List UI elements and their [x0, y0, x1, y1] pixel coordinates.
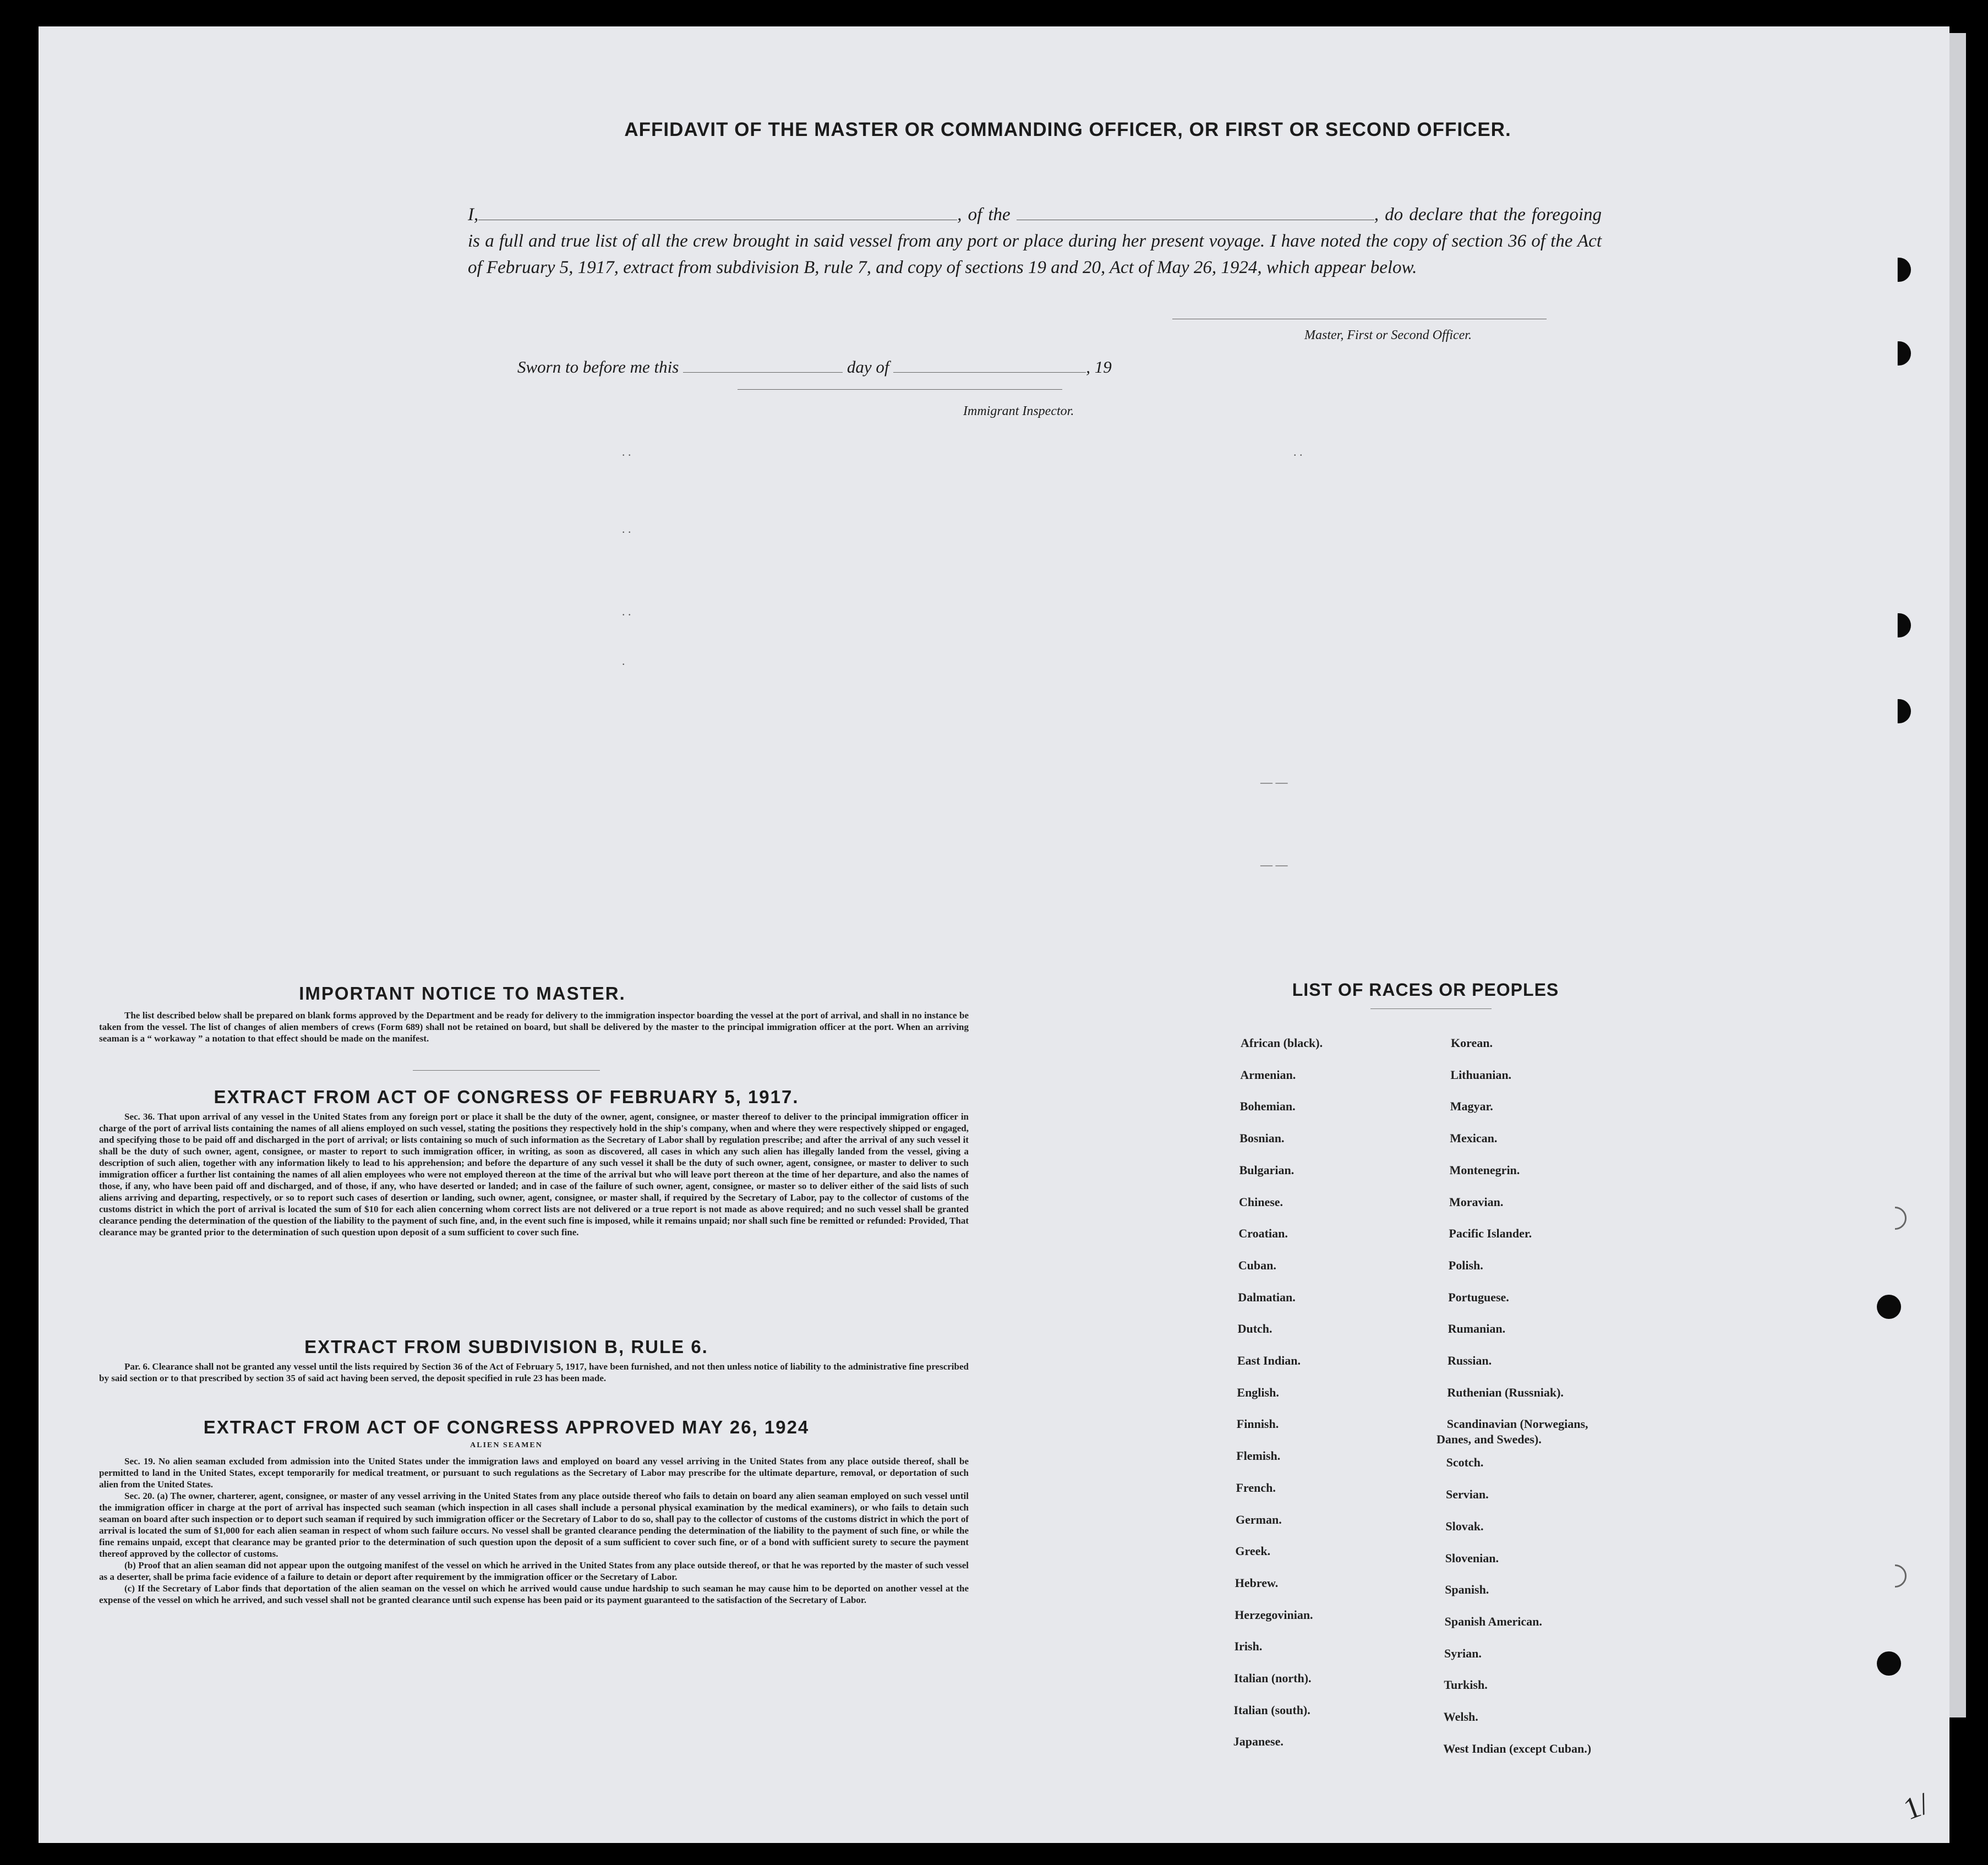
binder-hole — [1877, 1295, 1901, 1319]
faint-mark: — — — [1260, 775, 1288, 789]
sworn-line — [517, 357, 1233, 377]
race-item: Servian. — [1446, 1487, 1489, 1502]
affidavit-title: AFFIDAVIT OF THE MASTER OR COMMANDING OFFICER, OR FIRST OR SECOND OFFICER. — [624, 119, 1511, 140]
race-item: Lithuanian. — [1450, 1067, 1512, 1082]
race-item: Bohemian. — [1239, 1099, 1296, 1114]
affidavit-text — [468, 201, 1602, 281]
race-item: Chinese. — [1239, 1195, 1284, 1209]
race-item: Turkish. — [1444, 1678, 1488, 1692]
day-blank[interactable] — [683, 357, 843, 373]
sec-20b-paragraph: (b) Proof that an alien seaman did not appear upon the outgoing manifest of the vessel on which he arrived in the United States from any place outside thereof, or that he was reported by the master of such vessel as a deserter, shall be prima facie evidence of a failure to detain or deport after requirement by the immigration officer or the Secretary of Labor. — [99, 1560, 969, 1582]
race-item: Rumanian. — [1448, 1322, 1506, 1336]
sec-20a-paragraph: Sec. 20. (a) The owner, charterer, agent, consignee, or master of any vessel arriving in the United States from any place outside thereof who fails to detain on board any alien seaman employed on such vessel until the immigration officer in charge at the port of arrival has inspected such seaman (which inspection in all cases shall include a personal physical examination by the medical examiners), or who fails to detain such seaman on board after such inspection or to deport such seaman if required by such immigration officer or the Secretary of Labor to do so, shall pay to the collector of customs of the customs district in which the port of arrival is located the sum of $1,000 for each alien seaman in respect of whom such failure occurs. No vessel shall be granted clearance pending the determination of the liability to the payment of such fine, or while the fine remains unpaid, except that clearance may be granted prior to the determination of such question upon the deposit of a sum sufficient to cover such fine, or of a bond with sufficient surety to secure the payment thereof approved by the collector of customs. — [99, 1491, 969, 1559]
race-item: Slovak. — [1445, 1519, 1484, 1533]
signature-line[interactable] — [1172, 318, 1547, 319]
rule-6-paragraph: Par. 6. Clearance shall not be granted any vessel until the lists required by Section 36 of the Act of February 5, 1917, have been furnished, and not then unless notice of liability to the administrative fine prescribed by said section or to that prescribed by section 35 of said act having been served, the deposit specified in rule 23 has been made. — [99, 1361, 969, 1383]
sec-19-paragraph: Sec. 19. No alien seaman excluded from admission into the United States under the immigration laws and employed on board any vessel arriving in the United States from any place outside thereof, shall be permitted to land in the United States, except temporarily for medical treatment, or pursuant to such regulations as the Secretary of Labor may prescribe for the ultimate departure, removal, or deportation of such alien from the United States. — [99, 1456, 969, 1490]
race-item: Greek. — [1235, 1544, 1271, 1558]
do-declare-label: , do declare — [1374, 205, 1463, 225]
inspector-label: Immigrant Inspector. — [963, 404, 1074, 418]
race-item: Polish. — [1448, 1258, 1483, 1272]
race-item: Finnish. — [1236, 1417, 1279, 1431]
act-1924-subtitle: ALIEN SEAMEN — [470, 1441, 543, 1449]
race-item: Slovenian. — [1445, 1551, 1499, 1565]
sec-20c-paragraph: (c) If the Secretary of Labor finds that deportation of the alien seaman on the vessel on which he arrived would cause undue hardship to such seaman he may cause him to be deported on another vessel at the expense of the vessel on which he arrived, and such vessel shall not be granted clearance until such expense has been paid or its payment guaranteed to the satisfaction of the Secretary of Labor. — [99, 1583, 969, 1605]
act-1917-title: EXTRACT FROM ACT OF CONGRESS OF FEBRUARY 5, 1917. — [214, 1087, 799, 1107]
race-item: Russian. — [1448, 1354, 1492, 1367]
race-item: Cuban. — [1238, 1258, 1276, 1272]
month-blank[interactable] — [893, 357, 1086, 373]
right-edge-strip — [1949, 33, 1966, 1717]
sworn-prefix: Sworn to before me this — [517, 357, 679, 377]
faint-mark: . — [622, 654, 625, 668]
race-item: Spanish. — [1445, 1583, 1489, 1597]
faint-mark: . . — [1293, 445, 1303, 459]
race-item: Dalmatian. — [1238, 1290, 1296, 1304]
race-item: Pacific Islander. — [1449, 1226, 1532, 1241]
act-1917-text — [99, 1111, 969, 1238]
notice-paragraph: The list described below shall be prepared on blank forms approved by the Department and be ready for delivery to the immigration inspector boarding the vessel at the port of arrival, and shall in no instance be taken from the vessel. The list of changes of alien members of crews (Form 689) shall not be retained on board, but shall be delivered by the master to the principal immigration officer at the port. When an arriving seaman is a “ workaway ” a notation to that effect should be made on the manifest. — [99, 1010, 969, 1044]
act-1924-title: EXTRACT FROM ACT OF CONGRESS APPROVED MAY 26, 1924 — [203, 1417, 810, 1437]
year-prefix: , 19 — [1086, 357, 1112, 377]
race-item: Danes, and Swedes). — [1437, 1432, 1542, 1447]
race-item: Moravian. — [1449, 1195, 1504, 1209]
of-the-label: , of the — [957, 205, 1011, 225]
races-divider — [1370, 1008, 1492, 1009]
race-item: Irish. — [1234, 1639, 1263, 1654]
race-item: Italian (south). — [1233, 1703, 1310, 1717]
race-item: East Indian. — [1237, 1354, 1301, 1367]
race-item: Scotch. — [1446, 1455, 1484, 1470]
race-item: African (black). — [1241, 1036, 1323, 1050]
race-item: West Indian (except Cuban.) — [1443, 1741, 1592, 1755]
race-item: Welsh. — [1443, 1710, 1478, 1724]
race-item: Ruthenian (Russniak). — [1447, 1385, 1564, 1399]
faint-mark: . . — [622, 522, 631, 536]
inspector-signature-line[interactable] — [738, 389, 1062, 390]
document-page — [39, 26, 1949, 1843]
binder-hole — [1877, 1651, 1901, 1676]
race-item: Portuguese. — [1448, 1290, 1509, 1304]
race-item: English. — [1237, 1385, 1279, 1399]
faint-mark: . . — [622, 604, 631, 618]
race-item: Magyar. — [1450, 1099, 1493, 1114]
race-item: Dutch. — [1237, 1322, 1272, 1336]
race-item: Japanese. — [1233, 1735, 1284, 1749]
signature-label: Master, First or Second Officer. — [1304, 328, 1472, 342]
name-blank[interactable] — [478, 203, 957, 220]
act-1917-paragraph: Sec. 36. That upon arrival of any vessel in the United States from any foreign port or place it shall be the duty of the owner, agent, consignee, or master thereof to deliver to the principal immigration officer in charge of the port of arrival lists containing the names of all aliens employed on such vessel, stating the positions they respectively hold in the ship's company, when and where they were respectively shipped or engaged, and specifying those to be paid off and discharged in the port of arrival; or lists containing so much of such information as the Secretary of Labor shall by regulation prescribe; and after the arrival of any such vessel it shall be the duty of such owner, agent, consignee, or master to report to such immigration officer, in writing, as soon as discovered, all cases in which any such alien has illegally landed from the vessel, giving a description of such alien, together with any information likely to lead to his apprehension; and before the departure of any such vessel it shall be the duty of such owner, agent, consignee, or master to deliver to such immigration officer a further list containing the names of all alien employees who were not employed thereon at the time of the arrival but who will leave port thereon at the time of her departure, and also the names of those, if any, who have been paid off and discharged, and of those, if any, who have deserted or landed; and in case of the failure of such owner, agent, consignee, or master so to deliver either of the said lists of such aliens arriving and departing, respectively, or so to report such cases of desertion or landing, such owner, agent, consignee, or master shall, if required by the Secretary of Labor, pay to the collector of customs of the customs district in which the port of arrival is located the sum of $10 for each alien concerning whom correct lists are not delivered or a true report is not made as above required; and no such vessel shall be granted clearance pending the determination of the question of the liability to the payment of such fine, and, in the event such fine is imposed, while it remains unpaid; nor shall such fine be remitted or refunded: Provided, That clearance may be granted prior to the determination of such question upon deposit of a sum sufficient to cover such fine. — [99, 1111, 969, 1237]
race-item: Croatian. — [1238, 1226, 1288, 1241]
race-item: Italian (north). — [1234, 1671, 1312, 1685]
race-item: Armenian. — [1240, 1067, 1296, 1082]
race-item: Bulgarian. — [1239, 1163, 1295, 1177]
race-item: Syrian. — [1444, 1646, 1482, 1660]
race-item: Korean. — [1451, 1036, 1493, 1050]
race-item: French. — [1236, 1480, 1276, 1495]
race-item: Montenegrin. — [1449, 1163, 1520, 1177]
race-item: Bosnian. — [1239, 1131, 1285, 1146]
races-title: LIST OF RACES OR PEOPLES — [1292, 980, 1559, 1000]
race-item: Spanish American. — [1444, 1614, 1542, 1628]
act-1924-text — [99, 1455, 969, 1606]
notice-title: IMPORTANT NOTICE TO MASTER. — [299, 983, 626, 1004]
rule-6-title: EXTRACT FROM SUBDIVISION B, RULE 6. — [304, 1337, 708, 1357]
race-item: Hebrew. — [1235, 1575, 1279, 1590]
race-item: German. — [1236, 1512, 1282, 1526]
faint-mark: — — — [1260, 858, 1288, 871]
faint-mark: . . — [622, 445, 631, 459]
race-item: Mexican. — [1450, 1131, 1498, 1146]
divider — [413, 1070, 600, 1071]
vessel-blank[interactable] — [1017, 203, 1374, 220]
margin-mark: 1/ — [1899, 1786, 1934, 1827]
race-item: Herzegovinian. — [1235, 1607, 1313, 1622]
rule-6-text — [99, 1361, 969, 1384]
race-item: Scandinavian (Norwegians, — [1446, 1417, 1588, 1431]
race-item: Flemish. — [1236, 1449, 1281, 1463]
notice-text — [99, 1010, 969, 1044]
day-of-label: day of — [846, 357, 889, 377]
affidavit-body-text: that the foregoing is a full and true list of all the crew brought in said vessel from any port or place during her present voyage. I have noted the copy of section 36 of the Act of February 5, 1917, extract from subdivision B, rule 7, and copy of sections 19 and 20, Act of May 26, 1924, which appear below. — [468, 205, 1602, 277]
i-label: I, — [468, 205, 479, 225]
